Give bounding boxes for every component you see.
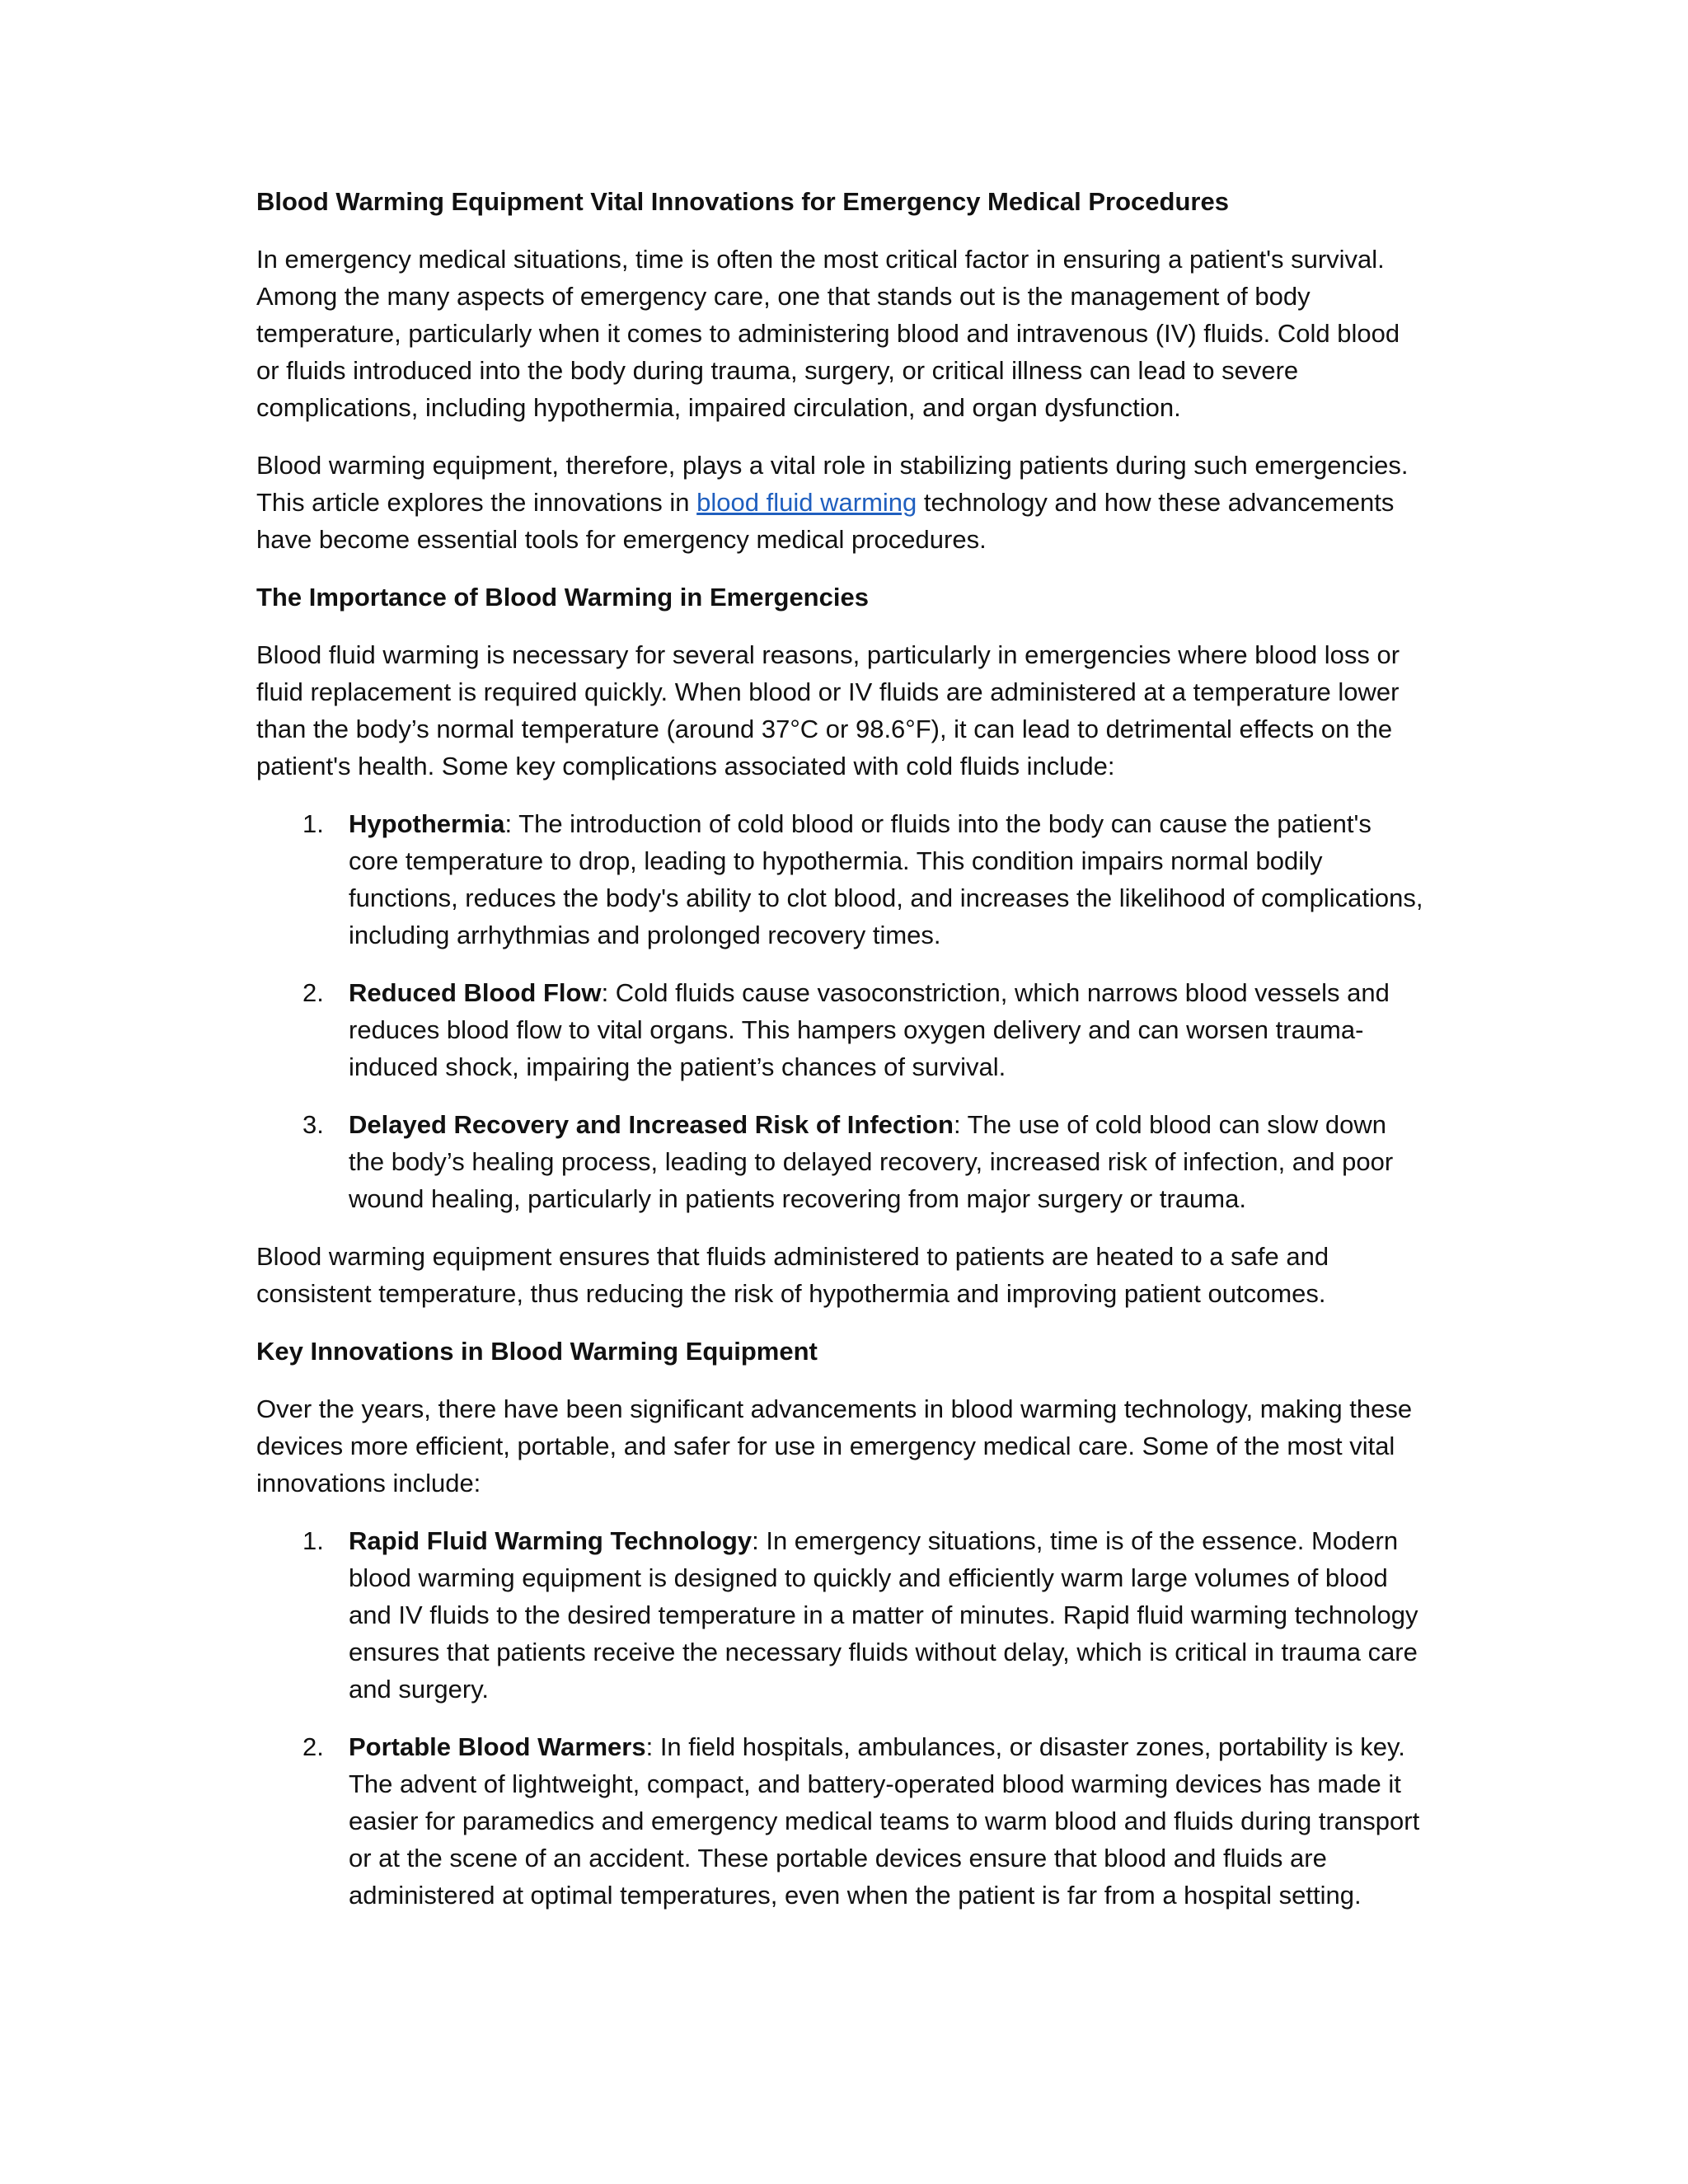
list-text: : In field hospitals, ambulances, or disaster zones, portability is key. The advent of lightweight, compact, and battery-operated blood warming devices has made it easier for paramedics and emergency medical teams to warm blood and fluids during transport or at the scene of an accident. These portable devices ensure that blood and fluids are administered at optimal temperatures, even when the patient is far from a hospital setting. — [349, 1732, 1420, 1910]
intro-text-before-link: Blood warming equipment, therefore, plays a vital role in stabilizing patients during such emergencies. This article explores the innovations in — [256, 451, 1409, 517]
innovations-heading: Key Innovations in Blood Warming Equipment — [256, 1337, 818, 1366]
list-text: : In emergency situations, time is of the essence. Modern blood warming equipment is designed to quickly and efficiently warm large volumes of blood and IV fluids to the desired temperature in a matter of minutes. Rapid fluid warming technology ensures that patients receive the necessary fluids without delay, which is critical in trauma care and surgery. — [349, 1526, 1418, 1704]
list-item — [256, 805, 1427, 954]
document-page — [256, 183, 1427, 1934]
importance-heading: The Importance of Blood Warming in Emergencies — [256, 583, 869, 612]
document-title: Blood Warming Equipment Vital Innovations for Emergency Medical Procedures — [256, 187, 1229, 216]
importance-conclusion: Blood warming equipment ensures that fluids administered to patients are heated to a safe and consistent temperature, thus reducing the risk of hypothermia and improving patient outcomes. — [256, 1242, 1329, 1308]
list-number: 2. — [302, 978, 324, 1007]
intro-paragraph: In emergency medical situations, time is often the most critical factor in ensuring a patient's survival. Among the many aspects of emergency care, one that stands out is the management of body temperature, particularly when it comes to administering blood and intravenous (IV) fluids. Cold blood or fluids introduced into the body during trauma, surgery, or critical illness can lead to severe complications, including hypothermia, impaired circulation, and organ dysfunction. — [256, 245, 1400, 422]
list-text: : The introduction of cold blood or fluids into the body can cause the patient's core temperature to drop, leading to hypothermia. This condition impairs normal bodily functions, reduces the body's ability to clot blood, and increases the likelihood of complications, including arrhythmias and prolonged recovery times. — [349, 809, 1423, 949]
list-item — [256, 1522, 1427, 1708]
intro-text-after-link: technology and how these advancements have become essential tools for emergency medical procedures. — [256, 488, 1395, 554]
list-text: : Cold fluids cause vasoconstriction, which narrows blood vessels and reduces blood flow to vital organs. This hampers oxygen delivery and can worsen trauma-induced shock, impairing the patient’s chances of survival. — [349, 978, 1390, 1081]
innovations-list — [256, 1522, 1427, 1914]
list-term: Reduced Blood Flow — [349, 978, 602, 1007]
list-term: Hypothermia — [349, 809, 505, 838]
list-item — [256, 974, 1427, 1085]
intro-paragraph-with-link — [256, 447, 1427, 558]
list-item — [256, 1106, 1427, 1217]
list-number: 1. — [302, 809, 324, 838]
list-term: Delayed Recovery and Increased Risk of Infection — [349, 1110, 954, 1139]
list-number: 1. — [302, 1526, 324, 1555]
innovations-intro: Over the years, there have been significant advancements in blood warming technology, making these devices more efficient, portable, and safer for use in emergency medical care. Some of the most vital innovations include: — [256, 1394, 1413, 1497]
list-text: : The use of cold blood can slow down the body’s healing process, leading to delayed recovery, increased risk of infection, and poor wound healing, particularly in patients recovering from major surgery or trauma. — [349, 1110, 1394, 1213]
list-item — [256, 1728, 1427, 1914]
importance-intro: Blood fluid warming is necessary for several reasons, particularly in emergencies where blood loss or fluid replacement is required quickly. When blood or IV fluids are administered at a temperature lower than the body’s normal temperature (around 37°C or 98.6°F), it can lead to detrimental effects on the patient's health. Some key complications associated with cold fluids include: — [256, 640, 1400, 780]
list-term: Rapid Fluid Warming Technology — [349, 1526, 753, 1555]
complications-list — [256, 805, 1427, 1217]
list-term: Portable Blood Warmers — [349, 1732, 646, 1761]
blood-fluid-warming-link[interactable]: blood fluid warming — [696, 488, 917, 517]
list-number: 3. — [302, 1110, 324, 1139]
list-number: 2. — [302, 1732, 324, 1761]
